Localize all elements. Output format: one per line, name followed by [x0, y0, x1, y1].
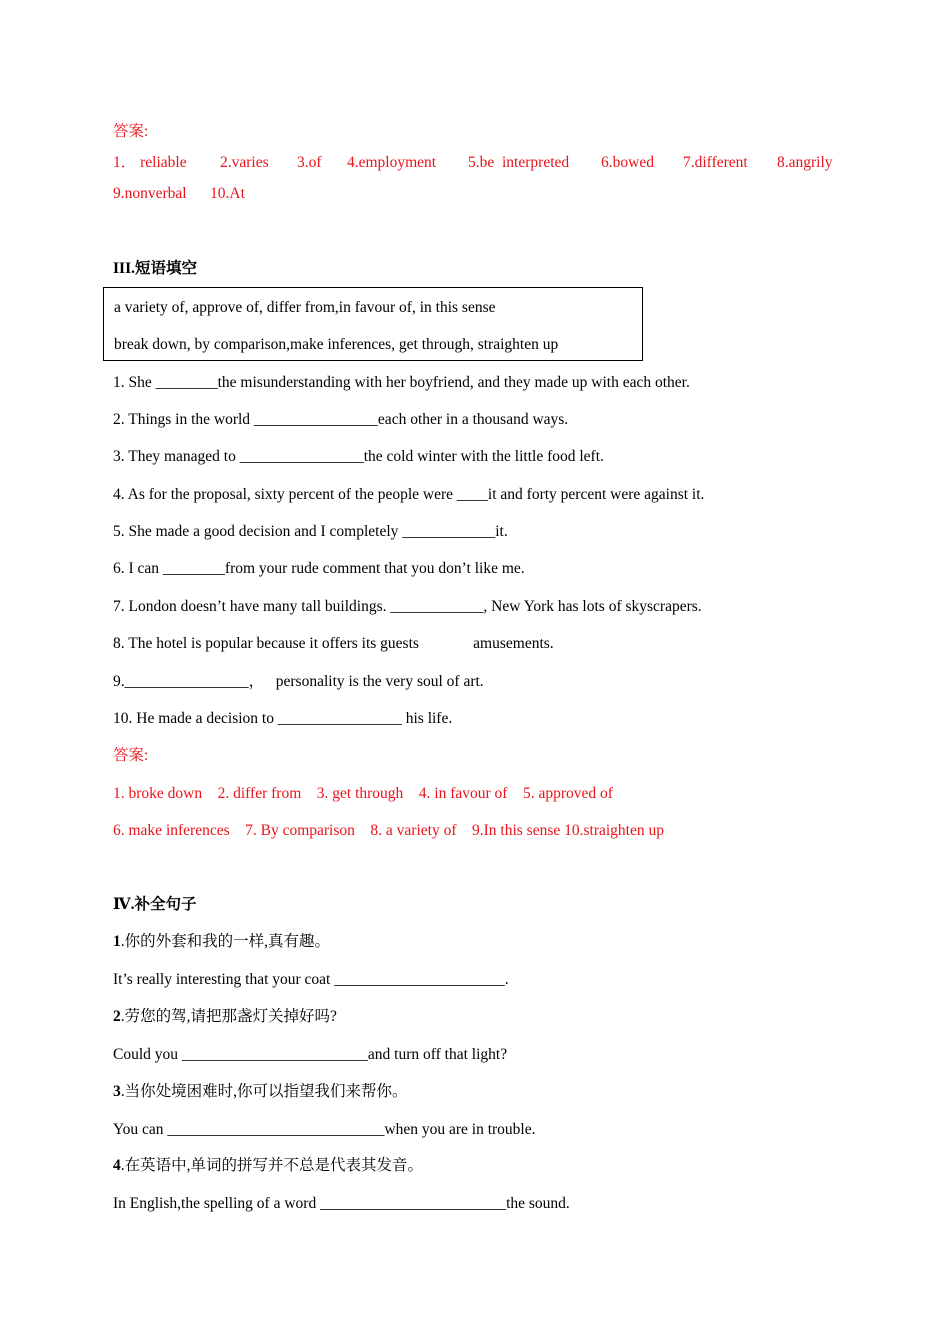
answers-row: 1. broke down 2. differ from 3. get through 4. in favour of 5. approved of	[113, 785, 613, 802]
section-heading: III.短语填空	[113, 260, 197, 277]
cn-prompt	[113, 1082, 408, 1102]
cn-prompt	[113, 932, 330, 952]
question-line: 8. The hotel is popular because it offers its guests amusements.	[113, 635, 554, 652]
phrase-box-line: a variety of, approve of, differ from,in favour of, in this sense	[114, 299, 496, 316]
cn-sentence: .你的外套和我的一样,真有趣。	[120, 933, 331, 950]
question-line: 3. They managed to ________________the cold winter with the little food left.	[113, 448, 604, 465]
answers-row: 6. make inferences 7. By comparison 8. a variety of 9.In this sense 10.straighten up	[113, 822, 664, 839]
cn-sentence: .当你处境困难时,你可以指望我们来帮你。	[120, 1083, 408, 1100]
answer-item: 6.bowed	[601, 154, 654, 171]
en-sentence: Could you ________________________and turn off that light?	[113, 1046, 508, 1063]
phrase-box-line: break down, by comparison,make inferences, get through, straighten up	[114, 336, 559, 353]
item-number: 2	[113, 1008, 121, 1025]
en-sentence: You can ____________________________when you are in trouble.	[113, 1121, 536, 1138]
answer-item: 10.At	[210, 185, 245, 202]
answers-label: 答案:	[113, 123, 149, 140]
answer-item: 7.different	[683, 154, 748, 171]
cn-sentence: .劳您的驾,请把那盏灯关掉好吗?	[120, 1008, 337, 1025]
phrase-box	[103, 287, 643, 361]
question-line: 2. Things in the world ________________each other in a thousand ways.	[113, 411, 569, 428]
item-number: 4	[113, 1157, 121, 1174]
answer-item: 9.nonverbal	[113, 185, 187, 202]
answer-item: 8.angrily	[777, 154, 833, 171]
answer-item: 3.of	[297, 154, 322, 171]
cn-sentence: .在英语中,单词的拼写并不总是代表其发音。	[120, 1157, 424, 1174]
item-number: 3	[113, 1083, 121, 1100]
answer-item: 1． reliable	[113, 154, 187, 171]
answer-item: 5.be interpreted	[468, 154, 570, 171]
cn-prompt	[113, 1007, 337, 1027]
question-line: 9.________________， personality is the very soul of art.	[113, 673, 484, 690]
answer-item: 2.varies	[220, 154, 269, 171]
item-number: 1	[113, 933, 121, 950]
answers-label: 答案:	[113, 747, 149, 764]
en-sentence: In English,the spelling of a word ________________________the sound.	[113, 1195, 570, 1212]
section-heading: Ⅳ.补全句子	[113, 896, 197, 913]
en-sentence: It’s really interesting that your coat ______________________.	[113, 971, 509, 988]
question-line: 10. He made a decision to ________________ his life.	[113, 710, 453, 727]
question-line: 6. I can ________from your rude comment that you don’t like me.	[113, 560, 525, 577]
question-line: 4. As for the proposal, sixty percent of the people were ____it and forty percent were against it.	[113, 486, 705, 503]
cn-prompt	[113, 1156, 423, 1176]
question-line: 5. She made a good decision and I completely ____________it.	[113, 523, 508, 540]
question-line: 1. She ________the misunderstanding with her boyfriend, and they made up with each other.	[113, 374, 690, 391]
answer-item: 4.employment	[347, 154, 437, 171]
question-line: 7. London doesn’t have many tall buildings. ____________, New York has lots of skyscrapers.	[113, 598, 702, 615]
